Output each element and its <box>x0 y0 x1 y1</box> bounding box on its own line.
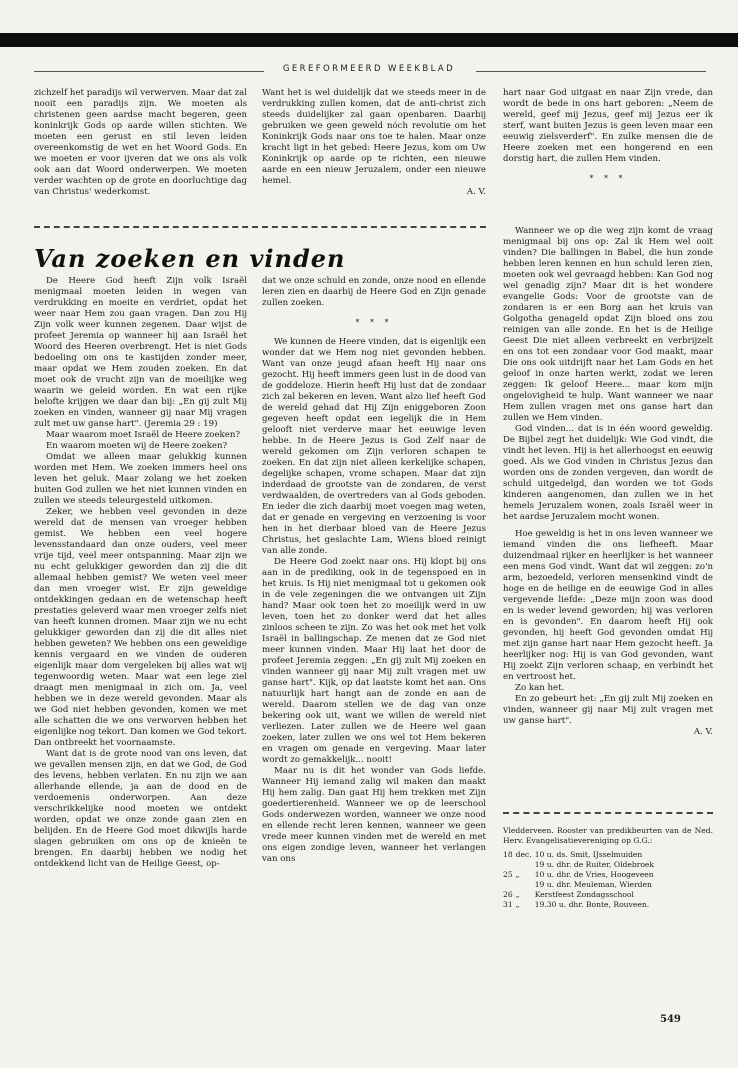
paragraph: En waarom moeten wij de Heere zoeken? <box>46 441 228 451</box>
table-row <box>503 900 657 910</box>
row-month: „ <box>515 890 520 899</box>
paragraph: De Heere God heeft Zijn volk Israël menigmaal moeten leiden in wegen van verdrukking en moeite en verdriet, opdat het weer naar Hem zou gaan vragen. Dan zou Hij Zijn volk weer kunnen zegenen. Daar wijst de profeet Jeremia op wanneer hij aan Israël het Woord des Heeren overbrengt. Het is niet Gods bedoeling om ons te kastijden zonder meer, maar opdat we Hem zouden zoeken. En dat moet ook de vrucht zijn van de moeilijke weg waarin we geleid worden. En wat een rijke belofte krijgen we daar dan bij: „En gij zult Mij zoeken en vinden, wanneer gij naar Mij vragen zult met uw ganse hart". (Jeremia 29 : 19) <box>34 276 247 429</box>
notice-title: Vledderveen. Rooster van predikbeurten van de Ned. Herv. Evangelisatievereniging op G.G.: <box>503 826 713 845</box>
paragraph: Want dat is de grote nood van ons leven, dat we gevallen mensen zijn, en dat we God, de God des levens, hebben verlaten. En nu zijn we aan allerhande ellende, ja aan de dood en de verdoemenis onderworpen. Aan deze verschrikkelijke nood moeten we ontdekt worden, opdat we onze zonde gaan zien en belijden. En de Heere God moet dikwijls harde slagen gebruiken om ons op de knieën te brengen. En daarbij hebben we nodig het ontdekkend licht van de Heilige Geest, op- <box>34 749 247 869</box>
wavy-divider-top <box>34 226 486 233</box>
section-stars: * * * <box>355 318 393 327</box>
top-column-2 <box>262 88 486 198</box>
section-stars: * * * <box>589 174 627 183</box>
row-day <box>503 860 516 870</box>
paragraph: Maar waarom moet Israël de Heere zoeken? <box>46 430 240 440</box>
wavy-divider-notice <box>503 812 713 819</box>
paragraph: Maar nu is dit het wonder van Gods liefde. Wanneer Hij iemand zalig wil maken dan maakt Hij hem zalig. Dan gaat Hij hem trekken met Zijn goedertierenheid. Wanneer we op de leerschool Gods onderwezen worden, wanneer we onze nood en ellende recht leren kennen, wanneer we geen vrede meer kunnen vinden met de wereld en met ons eigen zondige leven, wanneer het verlangen van ons <box>262 766 486 864</box>
row-text: 19 u. dhr. Meuleman, Wierden <box>534 880 652 889</box>
article-signature: A. V. <box>693 727 713 737</box>
article-column-1 <box>34 276 247 870</box>
table-row <box>503 880 657 890</box>
row-month: „ <box>515 870 520 879</box>
row-text: Kerstfeest Zondagsschool <box>534 890 634 899</box>
article-column-2 <box>262 276 486 865</box>
paragraph: En zo gebeurt het: „En gij zult Mij zoeken en vinden, wanneer gij naar Mij zult vragen met uw ganse hart". <box>503 694 713 726</box>
top-column-3-text: hart naar God uitgaat en naar Zijn vrede, dan wordt de bede in ons hart geboren: „Neem de wereld, geef mij Jezus, geef mij Jezus eer ik sterf, want buiten Jezus is geen leven maar een eeuwig zielsverderf". En zulke mensen die de Heere zoeken met een hongerend en een dorstig hart, die zullen Hem vinden. <box>503 88 713 164</box>
row-text: 19.30 u. dhr. Bonte, Rouveen. <box>534 900 650 909</box>
row-month: „ <box>515 900 520 909</box>
preaching-schedule-notice <box>503 826 713 910</box>
row-day: 25 <box>503 870 513 879</box>
paragraph: Zeker, we hebben veel gevonden in deze wereld dat de mensen van vroeger hebben gemist. We hebben een veel hogere levensstandaard dan onze ouders, veel meer vrije tijd, veel meer ontspanning. Maar zijn we nu echt gelukkiger geworden dan zij die dit allemaal hebben gemist? We weten veel meer dan men vroeger wist. Er zijn geweldige ontdekkingen gedaan en de wetenschap heeft prestaties geleverd waar men vroeger zelfs niet van heeft kunnen dromen. Maar zijn we nu echt gelukkiger geworden dan zij die dit alles niet hebben geweten? We hebben ons een geweldige kennis vergaard en we vinden de ouderen eigenlijk maar dom vergeleken bij alles wat wij tegenwoordig weten. Maar wat een lege ziel draagt men menigmaal in zich om. Ja, veel hebben we in deze wereld gevonden. Maar als we God niet hebben gevonden, komen we met alle schatten die we ons verworven hebben het eigenlijke nog tekort. Dan komen we God tekort. Dan ontbreekt het voornaamste. <box>34 507 247 748</box>
row-day: 18 <box>503 850 513 859</box>
running-header: GEREFORMEERD WEEKBLAD <box>282 64 456 74</box>
top-black-bar <box>0 33 738 47</box>
schedule-table <box>503 850 657 910</box>
top-column-3 <box>503 88 713 193</box>
top-column-1 <box>34 88 247 198</box>
top-column-1-text: zichzelf het paradijs wil verwerven. Maar dat zal nooit een paradijs zijn. We moeten als christenen geen aardse macht begeren, geen koninkrijk Gods op aarde willen stichten. We moeten een gerust en stil leven leiden overeenkomstig de wet en het Woord Gods. En we moeten er voor ijveren dat we ons als volk ook aan dat Woord onderwerpen. We moeten verder wachten op de grote en doorluchtige dag van Christus' wederkomst. <box>34 88 247 197</box>
paragraph: Hoe geweldig is het in ons leven wanneer we iemand vinden die ons liefheeft. Maar duizendmaal rijker en heerlijker is het wanneer een mens God vindt. Want dat wil zeggen: zo'n arm, bezoedeld, verloren mensenkind vindt de hoge en de heilige en de eeuwige God in alles vergevende liefde: „Deze mijn zoon was dood en is weder levend geworden; hij was verloren en is gevonden". En daarom heeft Hij ook gevonden, hij heeft God gevonden omdat Hij met zijn ganse hart naar Hem gezocht heeft. Ja heerlijker nog: Hij is van God gevonden, want Hij zoekt Zijn verloren schaap, en verbindt het en vertroost het. <box>503 529 713 682</box>
table-row <box>503 860 657 870</box>
row-month <box>516 860 535 870</box>
paragraph: dat we onze schuld en zonde, onze nood en ellende leren zien en daarbij de Heere God en Zijn genade zullen zoeken. <box>262 276 486 308</box>
row-month: dec. <box>515 850 532 859</box>
row-text: 10 u. ds. Smit, IJsselmuiden <box>534 850 643 859</box>
row-day: 31 <box>503 900 513 909</box>
row-text: 10 u. dhr. de Vries, Hoogeveen <box>534 870 654 879</box>
row-day <box>503 880 516 890</box>
paragraph: We kunnen de Heere vinden, dat is eigenlijk een wonder dat we Hem nog niet gevonden hebben. Want van onze jeugd afaan heeft Hij naar ons gezocht. Hij heeft immers geen lust in de dood van de goddeloze. Hierin heeft Hij lust dat de zondaar zich zal bekeren en leven. Want alzo lief heeft God de wereld gehad dat Hij Zijn eniggeboren Zoon gegeven heeft opdat een iegelijk die in Hem gelooft niet verderve maar het eeuwige leven hebbe. In de Heere Jezus is God Zelf naar de wereld gekomen om Zijn verloren schapen te zoeken. En dat zijn niet alleen kerkelijke schapen, degelijke schapen, vrome schapen. Maar dat zijn inderdaad de grootste van de zondaren, de verst verdwaalden, de overtreders van al Gods geboden. En ieder die zich daarbij moet voegen mag weten, dat er genade en vergeving en verzoening is voor hen in het dierbaar bloed van de Heere Jezus Christus, het geslachte Lam, Wiens bloed reinigt van alle zonde. <box>262 337 486 556</box>
paragraph: Wanneer we op die weg zijn komt de vraag menigmaal bij ons op: Zal ik Hem wel ooit vinden? Die ballingen in Babel, die hun zonde hebben leren kennen en hun schuld leren zien, moeten ook wel gevraagd hebben: Kan God nog wel genadig zijn? Maar dit is het wondere evangelie Gods: Voor de grootste van de zondaren is er een Borg aan het kruis van Golgotha genageld opdat Zijn bloed ons zou reinigen van alle zonde. En het is de Heilige Geest Die niet alleen verbreekt en verbrijzelt en ons tot een zondaar voor God maakt, maar Die ons ook uitdrijft naar het Lam Gods en het geloof in onze harten werkt, zodat we leren zeggen: Ik geloof Heere... maar kom mijn ongelovigheid te hulp. Want wanneer we naar Hem zullen vragen met ons ganse hart dan zullen we Hem vinden. <box>503 226 713 423</box>
table-row <box>503 870 657 880</box>
row-day: 26 <box>503 890 513 899</box>
top-column-2-text: Want het is wel duidelijk dat we steeds meer in de verdrukking zullen komen, dat de anti-christ zich steeds duidelijker zal gaan openbaren. Daarbij gebruiken we geen geweld nóch revolutie om het Koninkrijk Gods naar ons toe te halen. Maar onze kracht ligt in het gebed: Heere Jezus, kom om Uw Koninkrijk op aarde op te richten, een nieuwe aarde en een nieuw Jeruzalem, onder een nieuwe hemel. <box>262 88 486 186</box>
paragraph: Omdat we alleen maar gelukkig kunnen worden met Hem. We zoeken immers heel ons leven het geluk. Maar zolang we het zoeken buiten God zullen we het niet kunnen vinden en zullen we steeds teleurgesteld uitkomen. <box>34 452 247 506</box>
page-number: 549 <box>660 1014 681 1025</box>
paragraph: Zo kan het. <box>515 683 565 693</box>
table-row <box>503 850 657 860</box>
paragraph: God vinden... dat is in één woord geweldig. De Bijbel zegt het duidelijk: Wie God vindt, die vindt het leven. Hij is het allerhoogst en eeuwig goed. Als we God vinden in Christus Jezus dan worden ons de zonden vergeven, dan wordt de schuld uitgedelgd, dan worden we tot Gods kinderen aangenomen, dan zullen we in het hemels Jeruzalem wonen, zoals Israël weer in het aardse Jeruzalem mocht wonen. <box>503 424 713 522</box>
top-column-2-signature: A. V. <box>466 187 486 197</box>
paragraph: De Heere God zoekt naar ons. Hij klopt bij ons aan in de prediking, ook in de tegenspoed en in het kruis. Is Hij niet menigmaal tot u gekomen ook in de vele zegeningen die we ontvangen uit Zijn hand? Maar ook toen het zo moeilijk werd in uw leven, toen het zo donker werd dat het alles zinloos scheen te zijn. Zo was het ook met het volk Israël in ballingschap. Ze menen dat ze God niet meer kunnen vinden. Maar Hij laat het door de profeet Jeremia zeggen: „En gij zult Mij zoeken en vinden wanneer gij naar Mij zult vragen met uw ganse hart". Kijk, op dat laatste komt het aan. Ons natuurlijk hart hangt aan de zonde en aan de wereld. Daarom stellen we de dag van onze bekering ook uit, want we willen de wereld niet verliezen. Later zullen we de Heere wel gaan zoeken, later zullen we ons wel tot Hem bekeren en vragen om genade en vergeving. Maar later wordt zo gemakkelijk... nooit! <box>262 557 486 765</box>
row-text: 19 u. dhr. de Ruiter, Oldebroek <box>534 860 655 869</box>
row-month <box>516 880 535 890</box>
article-column-3 <box>503 226 713 738</box>
table-row <box>503 890 657 900</box>
article-title: Van zoeken en vinden <box>34 244 346 273</box>
